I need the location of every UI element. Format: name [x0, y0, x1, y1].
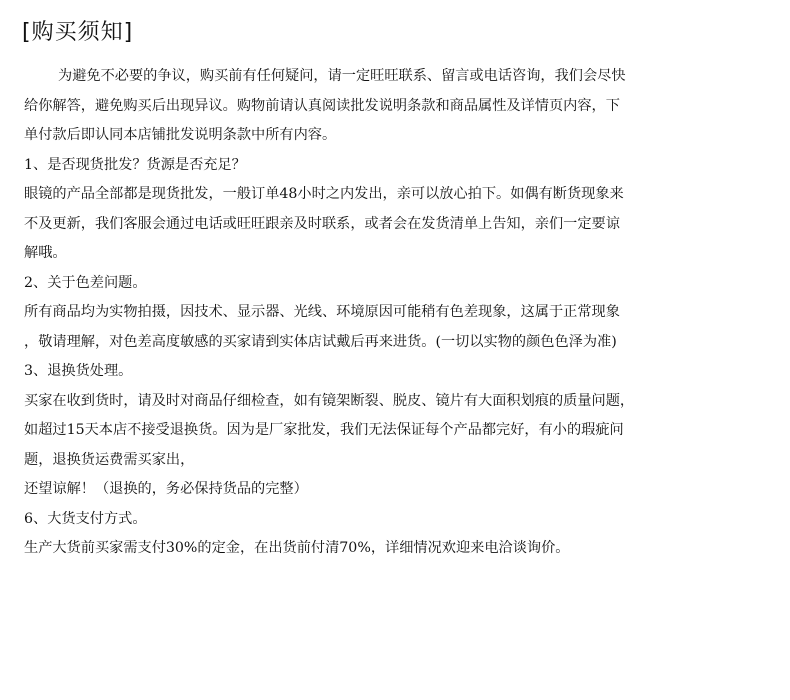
- section-3-line-3: 题，退换货运费需买家出，: [24, 451, 195, 468]
- section-2-line-2: ，敬请理解，对色差高度敏感的买家请到实体店试戴后再来进货。(一切以实物的颜色色泽为准): [24, 333, 617, 350]
- section-3-line-4: 还望谅解！（退换的，务必保持货品的完整）: [24, 481, 308, 497]
- section-3-line-1: 买家在收到货时，请及时对商品仔细检查，如有镜架断裂、脱皮、镜片有大面积划痕的质量问题，: [24, 392, 635, 409]
- section-1-line-3: 解哦。: [24, 245, 67, 261]
- section-2-heading: 2、关于色差问题。: [24, 274, 147, 291]
- section-6-heading: 6、大货支付方式。: [24, 510, 147, 527]
- section-3-line-2: 如超过15天本店不接受退换货。因为是厂家批发，我们无法保证每个产品都完好，有小的瑕疵问: [24, 422, 624, 438]
- notice-body: [24, 62, 780, 564]
- section-1-heading: 1、是否现货批发？货源是否充足？: [24, 156, 246, 173]
- section-2-line-1: 所有商品均为实物拍摄，因技术、显示器、光线、环境原因可能稍有色差现象，这属于正常现象: [24, 304, 620, 320]
- section-1-line-1: 眼镜的产品全部都是现货批发，一般订单48小时之内发出，亲可以放心拍下。如偶有断货现象来: [24, 186, 624, 202]
- section-6-line-1: 生产大货前买家需支付30%的定金，在出货前付清70%，详细情况欢迎来电洽谈询价。: [24, 540, 570, 556]
- notice-title: [购买须知]: [22, 20, 134, 45]
- intro-line-3: 单付款后即认同本店铺批发说明条款中所有内容。: [24, 127, 337, 143]
- section-1-line-2: 不及更新，我们客服会通过电话或旺旺跟亲及时联系，或者会在发货清单上告知，亲们一定要谅: [24, 215, 620, 232]
- section-3-heading: 3、退换货处理。: [24, 363, 133, 379]
- intro-line-1: 为避免不必要的争议，购买前有任何疑问，请一定旺旺联系、留言或电话咨询，我们会尽快: [58, 68, 626, 84]
- intro-line-2: 给你解答，避免购买后出现异议。购物前请认真阅读批发说明条款和商品属性及详情页内容，下: [24, 97, 620, 114]
